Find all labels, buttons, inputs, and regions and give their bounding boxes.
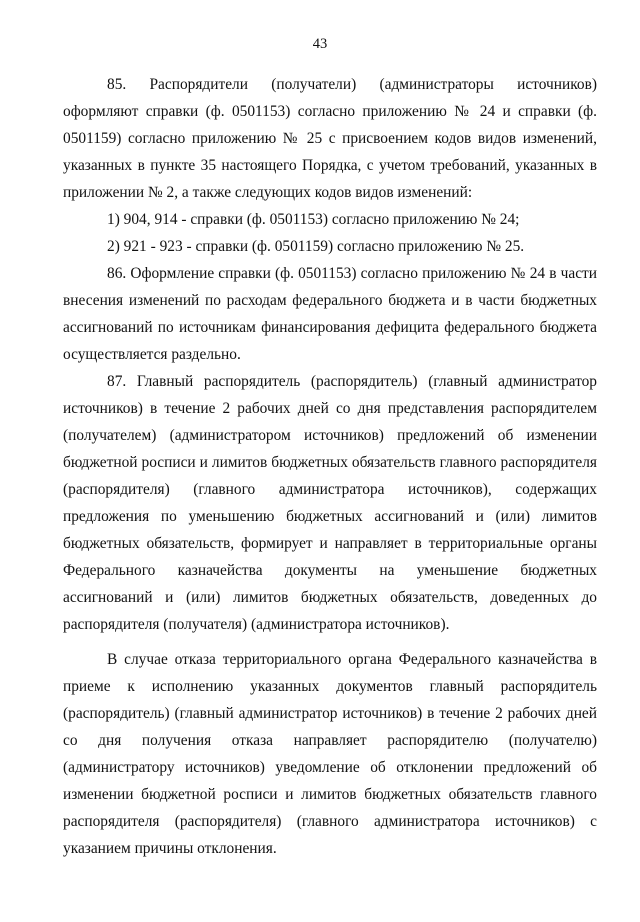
list-item-2: 2) 921 - 923 - справки (ф. 0501159) согласно приложению № 25. <box>107 238 525 255</box>
list-item-1: 1) 904, 914 - справки (ф. 0501153) согласно приложению № 24; <box>107 211 520 228</box>
page-number: 43 <box>312 36 328 52</box>
paragraph-85: 85. Распорядители (получатели) (администраторы источников) оформляют справки (ф. 0501153) согласно приложению № 24 и справки (ф. 0501159) согласно приложению № 25 с присвоением кодов видов изменений, указанных в пункте 35 настоящего Порядка, с учетом требований, указанных в приложении № 2, а также следующих кодов видов изменений: <box>63 76 597 201</box>
paragraph-87: 87. Главный распорядитель (распорядитель) (главный администратор источников) в течение 2 рабочих дней со дня представления распорядителем (получателем) (администратором источников) предложений об изменении бюджетной росписи и лимитов бюджетных обязательств главного распорядителя (распорядителя) (главного администратора источников), содержащих предложения по уменьшению бюджетных ассигнований и (или) лимитов бюджетных обязательств, формирует и направляет в территориальные органы Федерального казначейства документы на уменьшение бюджетных ассигнований и (или) лимитов бюджетных обязательств, доведенных до распорядителя (получателя) (администратора источников). <box>63 373 597 633</box>
document-body <box>63 71 597 862</box>
paragraph-refusal-case: В случае отказа территориального органа Федерального казначейства в приеме к исполнению указанных документов главный распорядитель (распорядитель) (главный администратор источников) в течение 2 рабочих дней со дня получения отказа направляет распорядителю (получателю) (администратору источников) уведомление об отклонении предложений об изменении бюджетной росписи и лимитов бюджетных обязательств главного распорядителя (распорядителя) (главного администратора источников) с указанием причины отклонения. <box>63 651 597 857</box>
paragraph-86: 86. Оформление справки (ф. 0501153) согласно приложению № 24 в части внесения изменений по расходам федерального бюджета и в части бюджетных ассигнований по источникам финансирования дефицита федерального бюджета осуществляется раздельно. <box>63 265 597 363</box>
